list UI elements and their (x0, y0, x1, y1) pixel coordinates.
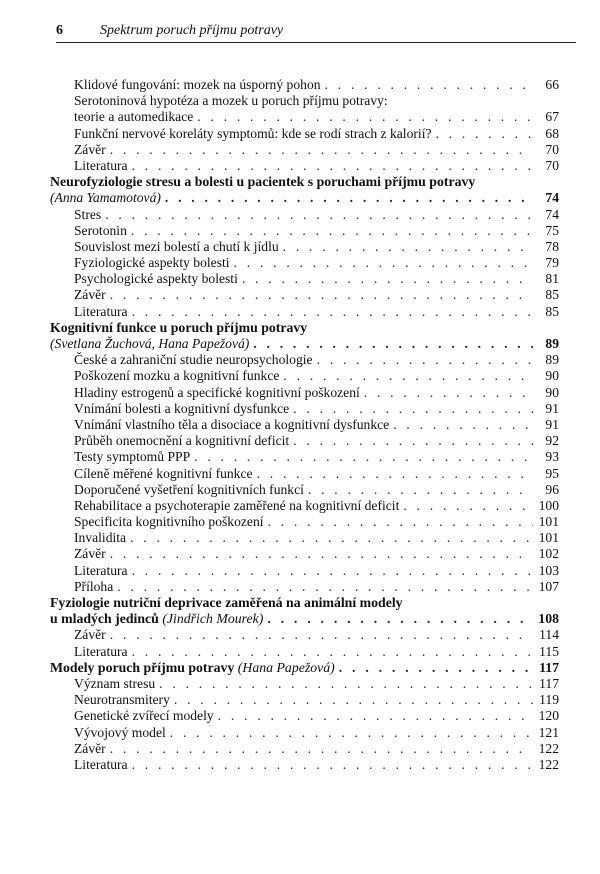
dot-leader (132, 158, 533, 174)
dot-leader (293, 401, 533, 417)
toc-entry (50, 644, 559, 660)
page-number: 6 (56, 23, 63, 38)
chapter-author: (Svetlana Žuchová, Hana Papežová) (50, 336, 250, 351)
dot-leader (170, 725, 533, 741)
dot-leader (283, 368, 533, 384)
dot-leader (218, 708, 533, 724)
toc-entry-page: 107 (538, 578, 559, 594)
toc-entry (50, 401, 559, 417)
running-head (56, 20, 576, 43)
dot-leader (132, 644, 533, 660)
toc-entry (50, 514, 559, 530)
toc-entry-page: 92 (545, 433, 559, 449)
toc-entry-title: Fyziologické aspekty bolesti (74, 255, 230, 271)
toc-entry (50, 466, 559, 482)
toc-entry (50, 158, 559, 174)
dot-leader (174, 692, 533, 708)
dot-leader (117, 579, 533, 595)
toc-entry (50, 223, 559, 239)
chapter-page: 74 (545, 190, 559, 206)
running-title: Spektrum poruch příjmu potravy (100, 23, 284, 38)
chapter-title: Fyziologie nutriční deprivace zaměřená na animální modely (50, 595, 403, 610)
toc-entry (50, 449, 559, 465)
toc-entry (50, 546, 559, 562)
chapter-title: Kognitivní funkce u poruch příjmu potravy (50, 319, 308, 335)
toc-entry-title: Doporučené vyšetření kognitivních funkcí (74, 481, 304, 497)
toc-entry-title: Příloha (74, 578, 114, 594)
toc-entry-page: 95 (545, 465, 559, 481)
dot-leader (132, 563, 533, 579)
toc-entry-title: Vývojový model (74, 724, 166, 740)
toc-entry-title: Závěr (74, 627, 106, 643)
dot-leader (110, 546, 533, 562)
toc-entry (50, 368, 559, 384)
toc-entry-title: Invalidita (74, 530, 127, 546)
chapter-heading-continued (50, 611, 559, 627)
toc-entry-page: 96 (545, 481, 559, 497)
toc-entry-title: Vnímání vlastního těla a disociace a kognitivní dysfunkce (74, 416, 390, 432)
chapter-page: 108 (538, 611, 559, 627)
dot-leader (197, 109, 533, 125)
dot-leader (131, 223, 533, 239)
dot-leader (308, 482, 533, 498)
toc-entry-page: 90 (545, 384, 559, 400)
dot-leader (110, 627, 533, 643)
toc-entry-page: 89 (545, 352, 559, 368)
dot-leader (110, 287, 533, 303)
dot-leader (132, 304, 533, 320)
toc-entry-page: 121 (538, 724, 559, 740)
chapter-author-line (50, 336, 559, 352)
toc-entry-title: Vnímání bolesti a kognitivní dysfunkce (74, 400, 290, 416)
toc-entry-page: 90 (545, 368, 559, 384)
toc-entry-title: Klidové fungování: mozek na úsporný pohon (74, 77, 321, 92)
chapter-title: Modely poruch příjmu potravy (50, 659, 235, 675)
toc-entry (50, 708, 559, 724)
toc-entry-page: 103 (538, 562, 559, 578)
toc-entry-title: Průběh onemocnění a kognitivní deficit (74, 433, 290, 449)
toc-entry-title: Psychologické aspekty bolesti (74, 271, 238, 287)
chapter-author: (Hana Papežová) (237, 659, 335, 675)
toc-entry (50, 627, 559, 643)
toc-entry-title: Genetické zvířecí modely (74, 708, 214, 724)
chapter-author-line (50, 190, 559, 206)
dot-leader (253, 336, 533, 352)
toc-entry (50, 385, 559, 401)
dot-leader (283, 239, 533, 255)
toc-entry (50, 433, 559, 449)
dot-leader (234, 255, 533, 271)
chapter-title: Neurofyziologie stresu a bolesti u pacientek s poruchami příjmu potravy (50, 174, 476, 190)
toc-entry (50, 417, 559, 433)
dot-leader (165, 190, 533, 206)
toc-entry-page: 81 (545, 271, 559, 287)
dot-leader (194, 449, 533, 465)
toc-entry-title: Serotonin (74, 222, 127, 238)
toc-entry-page: 85 (545, 303, 559, 319)
toc-entry-page: 101 (538, 514, 559, 530)
dot-leader (364, 385, 533, 401)
toc-entry-title: Serotoninová hypotéza a mozek u poruch příjmu potravy: (74, 93, 388, 109)
toc-entry-page: 93 (545, 449, 559, 465)
toc-entry (50, 352, 559, 368)
toc-entry-title: Souvislost mezi bolestí a chutí k jídlu (74, 238, 279, 254)
dot-leader (110, 142, 533, 158)
toc-entry-page: 91 (545, 400, 559, 416)
toc-entry-page: 85 (545, 287, 559, 303)
toc-entry (50, 304, 559, 320)
toc-entry-title: Testy symptomů PPP (74, 449, 191, 465)
toc-entry-page: 114 (539, 627, 559, 643)
toc-entry-page: 122 (538, 740, 559, 756)
toc-entry-title: Literatura (74, 157, 128, 173)
toc-entry (50, 109, 559, 125)
toc-entry (50, 741, 559, 757)
toc-entry-page: 66 (545, 77, 559, 92)
chapter-heading (50, 174, 559, 190)
toc-entry-title: Závěr (74, 141, 106, 157)
chapter-author: (Jindřich Mourek) (162, 611, 264, 627)
toc-entry-title: Význam stresu (74, 675, 156, 691)
toc-entry-page: 117 (539, 675, 559, 691)
toc-entry-title: Literatura (74, 756, 128, 772)
toc-entry-page: 68 (545, 125, 559, 141)
toc-entry (50, 563, 559, 579)
toc-entry (50, 207, 559, 223)
toc-entry-title: Literatura (74, 643, 128, 659)
dot-leader (403, 498, 533, 514)
toc-entry-page: 102 (538, 546, 559, 562)
toc-entry (50, 126, 559, 142)
toc-entry-page: 122 (538, 756, 559, 772)
toc-entry (50, 676, 559, 692)
toc-entry-page: 101 (538, 530, 559, 546)
toc-entry (50, 482, 559, 498)
toc-entry (50, 498, 559, 514)
chapter-page: 117 (539, 659, 559, 675)
toc-entry-title: Cíleně měřené kognitivní funkce (74, 465, 253, 481)
toc-entry-title: Závěr (74, 287, 106, 303)
toc-entry-page: 74 (545, 206, 559, 222)
toc-entry-title: Poškození mozku a kognitivní funkce (74, 368, 280, 384)
dot-leader (339, 660, 533, 676)
toc-entry (50, 239, 559, 255)
toc-entry-page: 75 (545, 222, 559, 238)
toc-entry (50, 287, 559, 303)
toc-entry-title: Specificita kognitivního poškození (74, 514, 264, 530)
toc-entry (50, 530, 559, 546)
toc-entry (50, 692, 559, 708)
toc-entry-page: 100 (538, 497, 559, 513)
toc-entry-page: 79 (545, 255, 559, 271)
toc-entry-title: Literatura (74, 303, 128, 319)
toc-entry-page: 67 (545, 109, 559, 125)
dot-leader (293, 433, 533, 449)
chapter-heading (50, 595, 559, 611)
toc-entry (50, 271, 559, 287)
dot-leader (159, 676, 533, 692)
chapter-title-line2: u mladých jedinců (50, 611, 159, 627)
toc-entry-title: teorie a automedikace (74, 109, 194, 125)
toc-entry-title: Závěr (74, 740, 106, 756)
toc-entry-title: Hladiny estrogenů a specifické kognitivní poškození (74, 384, 360, 400)
toc-entry-page: 91 (545, 416, 559, 432)
dot-leader (325, 77, 533, 93)
dot-leader (317, 352, 533, 368)
dot-leader (130, 530, 533, 546)
toc-entry-page: 119 (539, 692, 559, 708)
toc-entry-page: 70 (545, 157, 559, 173)
toc-entry-page: 115 (539, 643, 559, 659)
toc-entry (50, 757, 559, 773)
toc-entry-title: Funkční nervové koreláty symptomů: kde se rodí strach z kalorií? (74, 125, 432, 141)
chapter-heading (50, 660, 559, 676)
toc-entry (50, 255, 559, 271)
toc-entry-title: Stres (74, 206, 102, 222)
dot-leader (267, 611, 533, 627)
dot-leader (268, 514, 533, 530)
table-of-contents (50, 77, 559, 773)
toc-entry (50, 142, 559, 158)
toc-entry-page: 120 (538, 708, 559, 724)
toc-entry-page: 70 (545, 141, 559, 157)
toc-entry (50, 725, 559, 741)
dot-leader (257, 466, 533, 482)
toc-entry (50, 579, 559, 595)
dot-leader (110, 741, 533, 757)
dot-leader (393, 417, 533, 433)
toc-entry-title: Rehabilitace a psychoterapie zaměřené na kognitivní deficit (74, 497, 400, 513)
chapter-author: (Anna Yamamotová) (50, 190, 161, 206)
toc-entry-title: Závěr (74, 546, 106, 562)
dot-leader (105, 207, 533, 223)
dot-leader (132, 757, 533, 773)
toc-entry-title: České a zahraniční studie neuropsychologie (74, 352, 313, 368)
toc-entry (50, 93, 559, 109)
chapter-heading (50, 320, 559, 336)
chapter-page: 89 (545, 336, 559, 351)
dot-leader (242, 271, 533, 287)
toc-entry (50, 77, 559, 93)
toc-entry-title: Literatura (74, 562, 128, 578)
toc-entry-title: Neurotransmitery (74, 692, 170, 708)
toc-entry-page: 78 (545, 238, 559, 254)
dot-leader (436, 126, 534, 142)
